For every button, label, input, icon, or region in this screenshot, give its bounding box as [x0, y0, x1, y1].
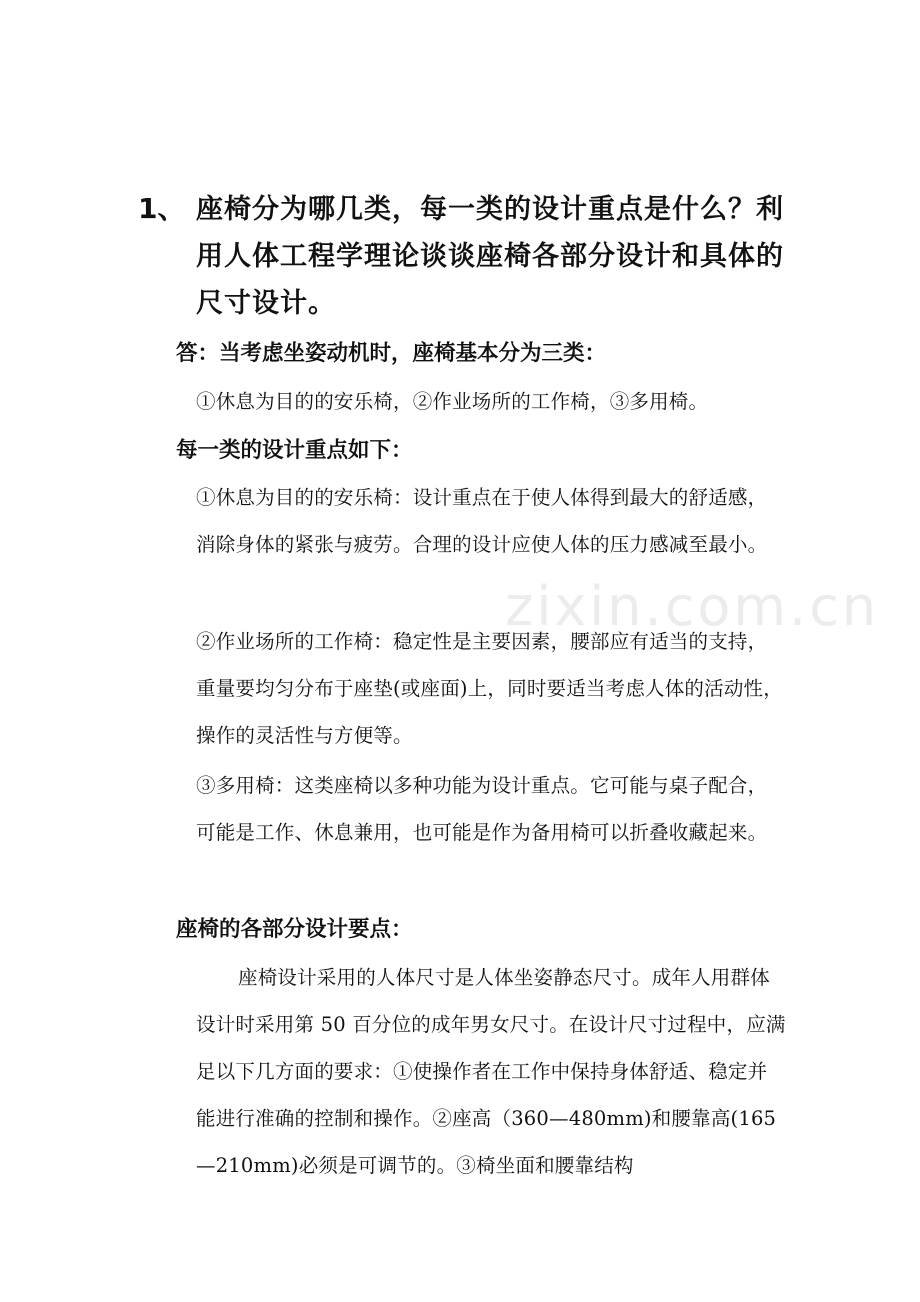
parts-paragraph: 座椅设计采用的人体尺寸是人体坐姿静态尺寸。成年人用群体设计时采用第 50 百分位的成年男女尺寸。在设计尺寸过程中，应满足以下几方面的要求：①使操作者在工作中保持身体舒适、稳定并能进行准确的控制和操作。②座高（360—480mm)和腰靠高(165 —210mm)必须是可调节的。③椅坐面和腰靠结构: [196, 966, 786, 1177]
question-text: 座椅分为哪几类，每一类的设计重点是什么？利用人体工程学理论谈谈座椅各部分设计和具体的尺寸设计。: [196, 194, 784, 319]
question-number: 1、: [138, 192, 186, 225]
watermark: zixin.com.cn: [505, 575, 880, 638]
parts-heading: 座椅的各部分设计要点：: [176, 917, 413, 942]
focus-item-multi-chair: ③多用椅：这类座椅以多种功能为设计重点。它可能与桌子配合，可能是工作、休息兼用，也可能是作为备用椅可以折叠收藏起来。: [196, 774, 768, 844]
focus-heading: 每一类的设计重点如下：: [176, 438, 413, 463]
categories-line: ①休息为目的的安乐椅，②作业场所的工作椅，③多用椅。: [196, 390, 709, 413]
focus-item-work-chair: ②作业场所的工作椅：稳定性是主要因素，腰部应有适当的支持，重量要均匀分布于座垫(或座面)上，同时要适当考虑人体的活动性，操作的灵活性与方便等。: [196, 630, 783, 747]
focus-item-rest-chair: ①休息为目的的安乐椅：设计重点在于使人体得到最大的舒适感，消除身体的紧张与疲劳。合理的设计应使人体的压力感减至最小。: [196, 486, 768, 556]
answer-heading: 答：当考虑坐姿动机时，座椅基本分为三类：: [176, 341, 607, 366]
question-block: [138, 186, 788, 327]
